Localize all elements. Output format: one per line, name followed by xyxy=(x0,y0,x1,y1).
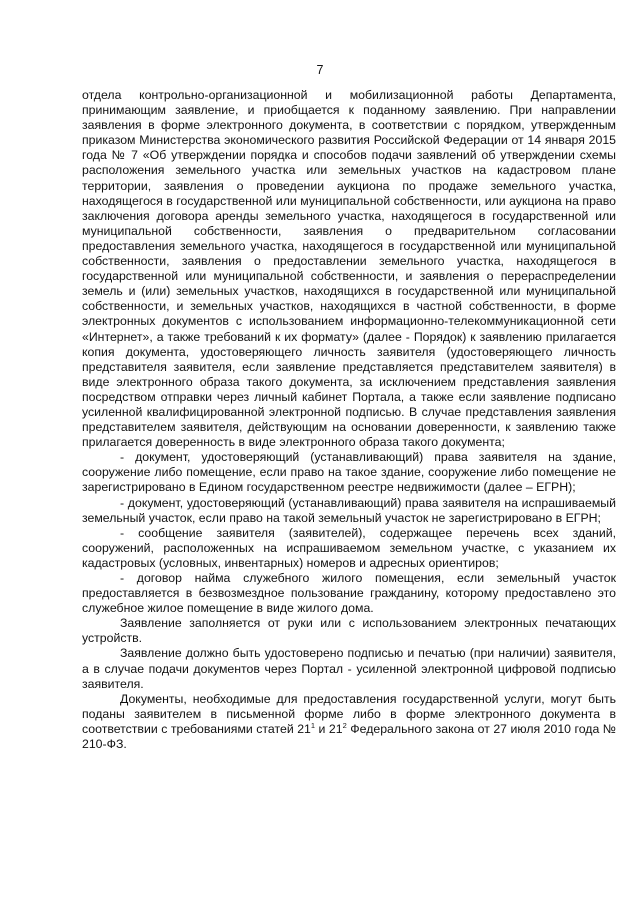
submission-text-part2: и 21 xyxy=(315,721,343,736)
paragraph-signature-requirement: Заявление должно быть удостоверено подписью и печатью (при наличии) заявителя, а в случае подачи документов через Портал - усиленной электронной цифровой подписью заявителя. xyxy=(82,646,616,691)
submission-text-part1: Документы, необходимые для предоставления государственной услуги, могут быть поданы заявителем в письменной форме либо в форме электронного документа в соответствии с требованиями статей 21 xyxy=(82,691,616,736)
list-item-land-right-document: - документ, удостоверяющий (устанавливающий) права заявителя на испрашиваемый земельный участок, если право на такой земельный участок не зарегистрировано в ЕГРН; xyxy=(82,495,616,525)
list-item-housing-lease-contract: - договор найма служебного жилого помещения, если земельный участок предоставляется в безвозмездное пользование гражданину, которому предоставлено это служебное жилое помещение в виде жилого дома. xyxy=(82,571,616,616)
page-number: 7 xyxy=(316,63,324,77)
list-item-building-right-document: - документ, удостоверяющий (устанавливающий) права заявителя на здание, сооружение либо помещение, если право на такое здание, сооружение либо помещение не зарегистрировано в Едином государственном реестре недвижимости (далее – ЕГРН); xyxy=(82,450,616,495)
article-superscript-2: 2 xyxy=(342,720,347,730)
list-item-buildings-list-message: - сообщение заявителя (заявителей), содержащее перечень всех зданий, сооружений, расположенных на испрашиваемом земельном участке, с указанием их кадастровых (условных, инвентарных) номеров и адресных ориентиров; xyxy=(82,525,616,570)
paragraph-submission-form xyxy=(82,692,616,752)
paragraph-filling-method: Заявление заполняется от руки или с использованием электронных печатающих устройств. xyxy=(82,616,616,646)
document-body xyxy=(82,88,616,752)
paragraph-application-copy: отдела контрольно-организационной и мобилизационной работы Департамента, принимающим заявление, и приобщается к поданному заявлению. При направлении заявления в форме электронного документа, в соответствии с порядком, утвержденным приказом Министерства экономического развития Российской Федерации от 14 января 2015 года № 7 «Об утверждении порядка и способов подачи заявлений об утверждении схемы расположения земельного участка или земельных участков на кадастровом плане территории, заявления о проведении аукциона по продаже земельного участка, находящегося в государственной или муниципальной собственности, или аукциона на право заключения договора аренды земельного участка, находящегося в государственной или муниципальной собственности, заявления о предварительном согласовании предоставления земельного участка, находящегося в государственной или муниципальной собственности, заявления о предоставлении земельного участка, находящегося в государственной или муниципальной собственности, и заявления о перераспределении земель и (или) земельных участков, находящихся в государственной или муниципальной собственности, и земельных участков, находящихся в частной собственности, в форме электронных документов с использованием информационно-телекоммуникационной сети «Интернет», а также требований к их формату» (далее - Порядок) к заявлению прилагается копия документа, удостоверяющего личность заявителя (удостоверяющего личность представителя заявителя, если заявление представляется представителем заявителя) в виде электронного образа такого документа, за исключением представления заявления посредством отправки через личный кабинет Портала, а также если заявление подписано усиленной квалифицированной электронной подписью. В случае представления заявления представителем заявителя, действующим на основании доверенности, к заявлению также прилагается доверенность в виде электронного образа такого документа; xyxy=(82,88,616,450)
submission-text-part3: Федерального закона от 27 июля 2010 года № 210-ФЗ. xyxy=(82,721,617,752)
article-superscript-1: 1 xyxy=(310,720,316,730)
